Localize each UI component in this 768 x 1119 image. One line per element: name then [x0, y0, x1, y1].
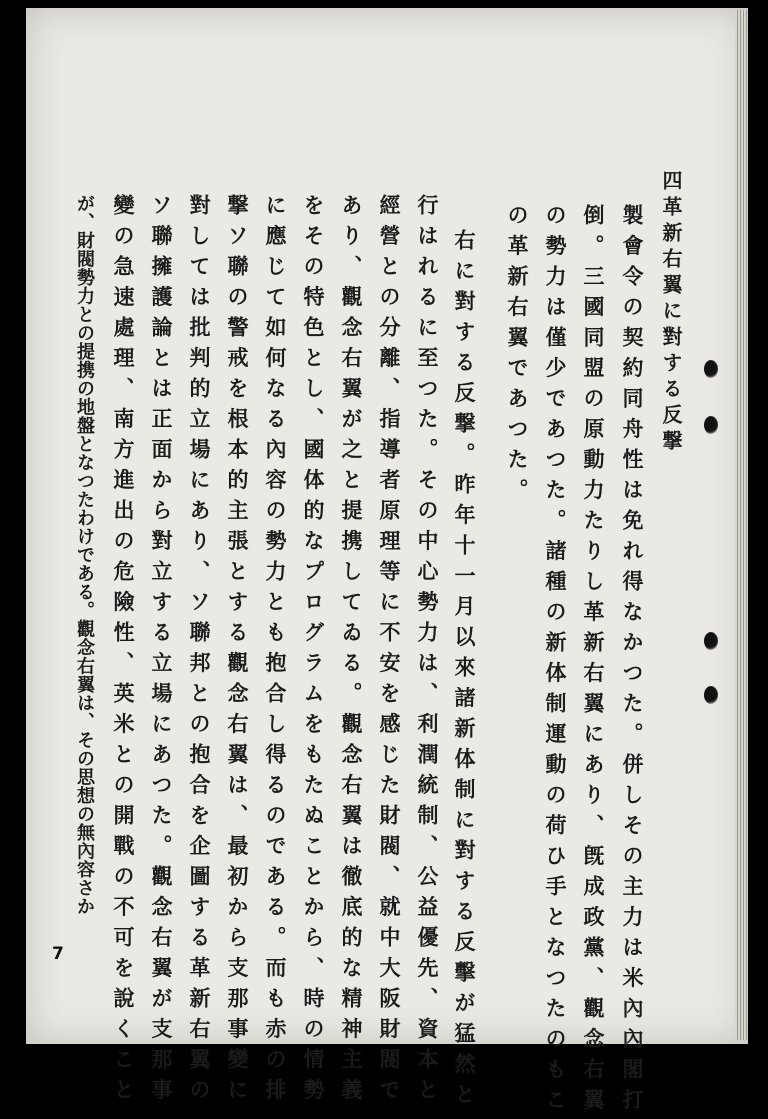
text-column: 行はれるに至つた。その中心勢力は、利潤統制、公益優先、資本と	[415, 194, 440, 1109]
text-column: が、財閥勢力との提携の地盤となつたわけである。觀念右翼は、その思想の無內容さか	[74, 194, 95, 916]
text-column: 撃ソ聯の警戒を根本的主張とする觀念右翼は、最初から支那事變に	[225, 194, 250, 1109]
text-column: の勢力は僅少であつた。諸種の新体制運動の荷ひ手となつたのもこ	[543, 204, 568, 1119]
binding-hole	[704, 632, 718, 650]
text-column: 變の急速處理、南方進出の危險性、英米との開戰の不可を說くこと	[111, 194, 136, 1109]
binding-hole	[704, 416, 718, 434]
text-column: 倒。三國同盟の原動力たりし革新右翼にあり、旣成政黨、觀念右翼	[581, 204, 606, 1119]
page-edge	[735, 10, 747, 1040]
text-column: あり、觀念右翼が之と提携してゐる。觀念右翼は徹底的な精神主義	[339, 194, 364, 1109]
page-number: 7	[52, 944, 64, 964]
binding-hole	[704, 686, 718, 704]
document-page	[26, 8, 748, 1119]
binding-hole	[704, 360, 718, 378]
text-column: をその特色とし、國体的なプログラムをもたぬことから、時の情勢	[301, 194, 326, 1109]
text-column: ソ聯擁護論とは正面から對立する立場にあつた。觀念右翼が支那事	[149, 194, 174, 1109]
text-column: 經營との分離、指導者原理等に不安を感じた財閥、就中大阪財閥で	[377, 194, 402, 1109]
text-column: の革新右翼であつた。	[505, 204, 530, 509]
text-column: 對しては批判的立場にあり、ソ聯邦との抱合を企圖する革新右翼の	[187, 194, 212, 1109]
section-heading: 四革新右翼に對する反撃	[659, 170, 683, 456]
text-column: 製會令の契約同舟性は免れ得なかつた。併しその主力は米內內閣打	[620, 204, 645, 1119]
text-column: 右に對する反撃。昨年十一月以來諸新体制に對する反擊が猛然と	[452, 229, 477, 1114]
text-column: に應じて如何なる內容の勢力とも抱合し得るのである。而も赤の排	[263, 194, 288, 1109]
